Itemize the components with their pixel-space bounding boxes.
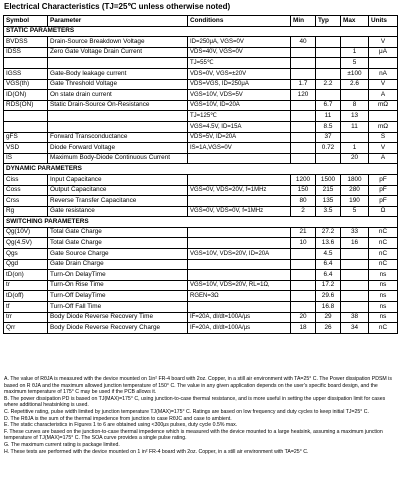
max-cell (341, 270, 369, 281)
parameter-cell: Gate-Body leakage current (48, 68, 188, 79)
parameter-cell: Output Capacitance (48, 185, 188, 196)
table-row (4, 302, 398, 313)
electrical-characteristics-table (3, 15, 398, 334)
symbol-cell (4, 111, 48, 122)
min-cell (291, 47, 316, 58)
units-cell: Ω (369, 206, 398, 217)
units-cell: ns (369, 302, 398, 313)
symbol-cell: Crss (4, 196, 48, 207)
parameter-cell: On state drain current (48, 90, 188, 101)
table-row (4, 153, 398, 164)
typ-cell (316, 47, 341, 58)
max-cell: 1 (341, 47, 369, 58)
units-cell: nC (369, 249, 398, 260)
min-cell (291, 132, 316, 143)
max-cell (341, 132, 369, 143)
typ-cell: 4.5 (316, 249, 341, 260)
parameter-cell: Gate Drain Charge (48, 259, 188, 270)
symbol-cell: IS (4, 153, 48, 164)
typ-cell: 29.6 (316, 291, 341, 302)
table-row (4, 270, 398, 281)
typ-cell: 26 (316, 323, 341, 334)
symbol-cell (4, 58, 48, 69)
units-cell: nC (369, 227, 398, 238)
parameter-cell: Zero Gate Voltage Drain Current (48, 47, 188, 58)
table-row (4, 47, 398, 58)
min-cell: 21 (291, 227, 316, 238)
conditions-cell (188, 302, 291, 313)
min-cell (291, 270, 316, 281)
parameter-cell: Turn-Off Fall Time (48, 302, 188, 313)
units-cell: pF (369, 196, 398, 207)
units-cell: ns (369, 280, 398, 291)
conditions-cell: VGS=10V, ID=20A (188, 100, 291, 111)
header-cell: Parameter (48, 16, 188, 27)
min-cell: 18 (291, 323, 316, 334)
section-header: STATIC PARAMETERS (4, 26, 398, 37)
units-cell: mΩ (369, 121, 398, 132)
conditions-cell: TJ=55℃ (188, 58, 291, 69)
conditions-cell: IF=20A, dI/dt=100A/μs (188, 312, 291, 323)
section-header: DYNAMIC PARAMETERS (4, 164, 398, 175)
typ-cell: 11 (316, 111, 341, 122)
typ-cell: 27.2 (316, 227, 341, 238)
min-cell (291, 68, 316, 79)
min-cell (291, 302, 316, 313)
units-cell (369, 58, 398, 69)
max-cell: 34 (341, 323, 369, 334)
symbol-cell: ID(ON) (4, 90, 48, 101)
conditions-cell: VGS=4.5V, ID=15A (188, 121, 291, 132)
footnote: D. The RθJA is the sum of the thermal impedence from junction to case RθJC and case to ambient. (4, 415, 232, 422)
conditions-cell (188, 196, 291, 207)
table-row (4, 323, 398, 334)
conditions-cell: VGS=10V, VDS=20V, ID=20A (188, 249, 291, 260)
typ-cell: 6.4 (316, 270, 341, 281)
symbol-cell: BVDSS (4, 37, 48, 48)
header-cell: Symbol (4, 16, 48, 27)
units-cell: A (369, 90, 398, 101)
footnote: A. The value of RθJA is measured with the device mounted on 1in² FR-4 board with 2oz. Copper, in a still air environment with TA=25° C. The Power dissipation PDSM is based on R θJA and the maximum allowed junction temperature of 150° C. The value in any given application depends on the user's specific board design, and the maximum temperature of 175° C may be used if the PCB allows it. (4, 376, 392, 396)
units-cell: nC (369, 238, 398, 249)
conditions-cell: VDS=5V, ID=20A (188, 132, 291, 143)
symbol-cell: Rg (4, 206, 48, 217)
max-cell: 20 (341, 153, 369, 164)
max-cell: 38 (341, 312, 369, 323)
header-cell: Conditions (188, 16, 291, 27)
parameter-cell: Forward Transconductance (48, 132, 188, 143)
conditions-cell (188, 227, 291, 238)
max-cell: 11 (341, 121, 369, 132)
min-cell (291, 249, 316, 260)
table-row (4, 227, 398, 238)
symbol-cell: gFS (4, 132, 48, 143)
section-header: SWITCHING PARAMETERS (4, 217, 398, 228)
units-cell: ns (369, 291, 398, 302)
parameter-cell: Input Capacitance (48, 174, 188, 185)
table-row (4, 143, 398, 154)
parameter-cell: Body Diode Reverse Recovery Time (48, 312, 188, 323)
typ-cell: 8.5 (316, 121, 341, 132)
units-cell: ns (369, 312, 398, 323)
max-cell: 190 (341, 196, 369, 207)
max-cell: 33 (341, 227, 369, 238)
conditions-cell: TJ=125℃ (188, 111, 291, 122)
min-cell: 10 (291, 238, 316, 249)
max-cell: 5 (341, 206, 369, 217)
units-cell: nC (369, 323, 398, 334)
conditions-cell: VDS=40V, VGS=0V (188, 47, 291, 58)
parameter-cell: Body Diode Reverse Recovery Charge (48, 323, 188, 334)
table-row (4, 312, 398, 323)
min-cell (291, 58, 316, 69)
typ-cell (316, 90, 341, 101)
table-row (4, 37, 398, 48)
footnotes (4, 376, 396, 455)
min-cell (291, 111, 316, 122)
parameter-cell: Gate Source Charge (48, 249, 188, 260)
max-cell (341, 291, 369, 302)
typ-cell: 1500 (316, 174, 341, 185)
min-cell (291, 280, 316, 291)
typ-cell (316, 58, 341, 69)
typ-cell: 37 (316, 132, 341, 143)
units-cell (369, 111, 398, 122)
table-row (4, 291, 398, 302)
max-cell: 13 (341, 111, 369, 122)
typ-cell (316, 68, 341, 79)
table-row (4, 259, 398, 270)
typ-cell: 29 (316, 312, 341, 323)
max-cell: 16 (341, 238, 369, 249)
header-cell: Units (369, 16, 398, 27)
table-row (4, 280, 398, 291)
min-cell (291, 259, 316, 270)
symbol-cell: IGSS (4, 68, 48, 79)
table-row (4, 121, 398, 132)
max-cell: 5 (341, 58, 369, 69)
conditions-cell: VGS=10V, VDS=20V, RL=1Ω, (188, 280, 291, 291)
units-cell: μA (369, 47, 398, 58)
units-cell: nC (369, 259, 398, 270)
parameter-cell: Turn-Off DelayTime (48, 291, 188, 302)
footnote: H. These tests are performed with the device mounted on 1 in² FR-4 board with 2oz. Copper, in a still air environment with TA=25° C. (4, 448, 309, 455)
max-cell: 280 (341, 185, 369, 196)
conditions-cell: RGEN=3Ω (188, 291, 291, 302)
conditions-cell: VDS=VGS, ID=250μA (188, 79, 291, 90)
conditions-cell: ID=250μA, VGS=0V (188, 37, 291, 48)
table-row (4, 111, 398, 122)
table-row (4, 68, 398, 79)
max-cell (341, 280, 369, 291)
units-cell: A (369, 153, 398, 164)
typ-cell (316, 153, 341, 164)
symbol-cell: Ciss (4, 174, 48, 185)
conditions-cell: VGS=0V, VDS=0V, f=1MHz (188, 206, 291, 217)
units-cell: nA (369, 68, 398, 79)
table-row (4, 79, 398, 90)
section-header-row (4, 217, 398, 228)
conditions-cell: IS=1A,VGS=0V (188, 143, 291, 154)
min-cell: 1200 (291, 174, 316, 185)
symbol-cell: tr (4, 280, 48, 291)
typ-cell: 6.7 (316, 100, 341, 111)
conditions-cell (188, 259, 291, 270)
conditions-cell: VGS=10V, VDS=5V (188, 90, 291, 101)
table-row (4, 100, 398, 111)
parameter-cell: Turn-On Rise Time (48, 280, 188, 291)
typ-cell: 0.72 (316, 143, 341, 154)
max-cell: 2.6 (341, 79, 369, 90)
footnote: F. These curves are based on the junction-to-case thermal impedence which is measured with the device mounted to a large heatsink, assuming a maximum junction temperature of TJ(MAX)=175° C. The SOA curve provides a single pulse rating. (4, 428, 383, 442)
header-cell: Typ (316, 16, 341, 27)
min-cell (291, 100, 316, 111)
table-row (4, 238, 398, 249)
section-title: Electrical Characteristics (TJ=25℃ unless otherwise noted) (4, 2, 231, 11)
units-cell: pF (369, 174, 398, 185)
max-cell: 1 (341, 143, 369, 154)
footnote: B. The power dissipation PD is based on TJ(MAX)=175° C, using junction-to-case thermal resistance, and is more useful in setting the upper dissipation limit for cases where additional heatsinking is used. (4, 395, 386, 409)
units-cell: mΩ (369, 100, 398, 111)
symbol-cell: Qg(4.5V) (4, 238, 48, 249)
symbol-cell: Qgd (4, 259, 48, 270)
symbol-cell: Coss (4, 185, 48, 196)
parameter-cell: Total Gate Charge (48, 238, 188, 249)
table-row (4, 58, 398, 69)
typ-cell: 17.2 (316, 280, 341, 291)
typ-cell: 135 (316, 196, 341, 207)
max-cell (341, 90, 369, 101)
parameter-cell: Maximum Body-Diode Continuous Current (48, 153, 188, 164)
parameter-cell: Total Gate Charge (48, 227, 188, 238)
min-cell: 40 (291, 37, 316, 48)
min-cell: 2 (291, 206, 316, 217)
max-cell: ±100 (341, 68, 369, 79)
units-cell: pF (369, 185, 398, 196)
min-cell (291, 143, 316, 154)
footnote: G. The maximum current rating is package limited. (4, 441, 120, 448)
table-header-row (4, 16, 398, 27)
max-cell (341, 249, 369, 260)
header-cell: Min (291, 16, 316, 27)
footnote: E. The static characteristics in Figures 1 to 6 are obtained using <300μs pulses, duty cycle 0.5% max. (4, 422, 238, 429)
conditions-cell: VDS=0V, VGS=±20V (188, 68, 291, 79)
parameter-cell: Static Drain-Source On-Resistance (48, 100, 188, 111)
units-cell: ns (369, 270, 398, 281)
conditions-cell (188, 270, 291, 281)
max-cell: 1800 (341, 174, 369, 185)
parameter-cell: Turn-On DelayTime (48, 270, 188, 281)
symbol-cell: Qgs (4, 249, 48, 260)
max-cell: 8 (341, 100, 369, 111)
parameter-cell (48, 58, 188, 69)
section-header-row (4, 26, 398, 37)
conditions-cell: IF=20A, dI/dt=100A/μs (188, 323, 291, 334)
symbol-cell: tf (4, 302, 48, 313)
table-row (4, 90, 398, 101)
typ-cell (316, 37, 341, 48)
min-cell: 150 (291, 185, 316, 196)
symbol-cell: VGS(th) (4, 79, 48, 90)
table-row (4, 249, 398, 260)
max-cell (341, 37, 369, 48)
typ-cell: 2.2 (316, 79, 341, 90)
table-row (4, 185, 398, 196)
symbol-cell: RDS(ON) (4, 100, 48, 111)
min-cell: 80 (291, 196, 316, 207)
parameter-cell: Reverse Transfer Capacitance (48, 196, 188, 207)
units-cell: V (369, 143, 398, 154)
min-cell: 120 (291, 90, 316, 101)
min-cell (291, 291, 316, 302)
min-cell: 20 (291, 312, 316, 323)
table-row (4, 132, 398, 143)
max-cell (341, 302, 369, 313)
footnote: C. Repetitive rating, pulse width limited by junction temperature TJ(MAX)=175° C. Ratings are based on low frequency and duty cycles to keep initial TJ=25° C. (4, 408, 369, 415)
symbol-cell: trr (4, 312, 48, 323)
conditions-cell: VGS=0V, VDS=20V, f=1MHz (188, 185, 291, 196)
units-cell: V (369, 79, 398, 90)
typ-cell: 3.5 (316, 206, 341, 217)
header-cell: Max (341, 16, 369, 27)
conditions-cell (188, 174, 291, 185)
table-row (4, 206, 398, 217)
symbol-cell: Qrr (4, 323, 48, 334)
min-cell: 1.7 (291, 79, 316, 90)
parameter-cell (48, 121, 188, 132)
symbol-cell: tD(on) (4, 270, 48, 281)
typ-cell: 6.4 (316, 259, 341, 270)
conditions-cell (188, 238, 291, 249)
max-cell (341, 259, 369, 270)
section-header-row (4, 164, 398, 175)
table-body (4, 26, 398, 333)
parameter-cell (48, 111, 188, 122)
table-row (4, 174, 398, 185)
parameter-cell: Gate resistance (48, 206, 188, 217)
typ-cell: 215 (316, 185, 341, 196)
symbol-cell: Qg(10V) (4, 227, 48, 238)
parameter-cell: Drain-Source Breakdown Voltage (48, 37, 188, 48)
symbol-cell (4, 121, 48, 132)
table-row (4, 196, 398, 207)
conditions-cell (188, 153, 291, 164)
min-cell (291, 121, 316, 132)
symbol-cell: IDSS (4, 47, 48, 58)
parameter-cell: Diode Forward Voltage (48, 143, 188, 154)
units-cell: S (369, 132, 398, 143)
symbol-cell: tD(off) (4, 291, 48, 302)
min-cell (291, 153, 316, 164)
typ-cell: 16.8 (316, 302, 341, 313)
symbol-cell: VSD (4, 143, 48, 154)
parameter-cell: Gate Threshold Voltage (48, 79, 188, 90)
units-cell: V (369, 37, 398, 48)
typ-cell: 13.6 (316, 238, 341, 249)
